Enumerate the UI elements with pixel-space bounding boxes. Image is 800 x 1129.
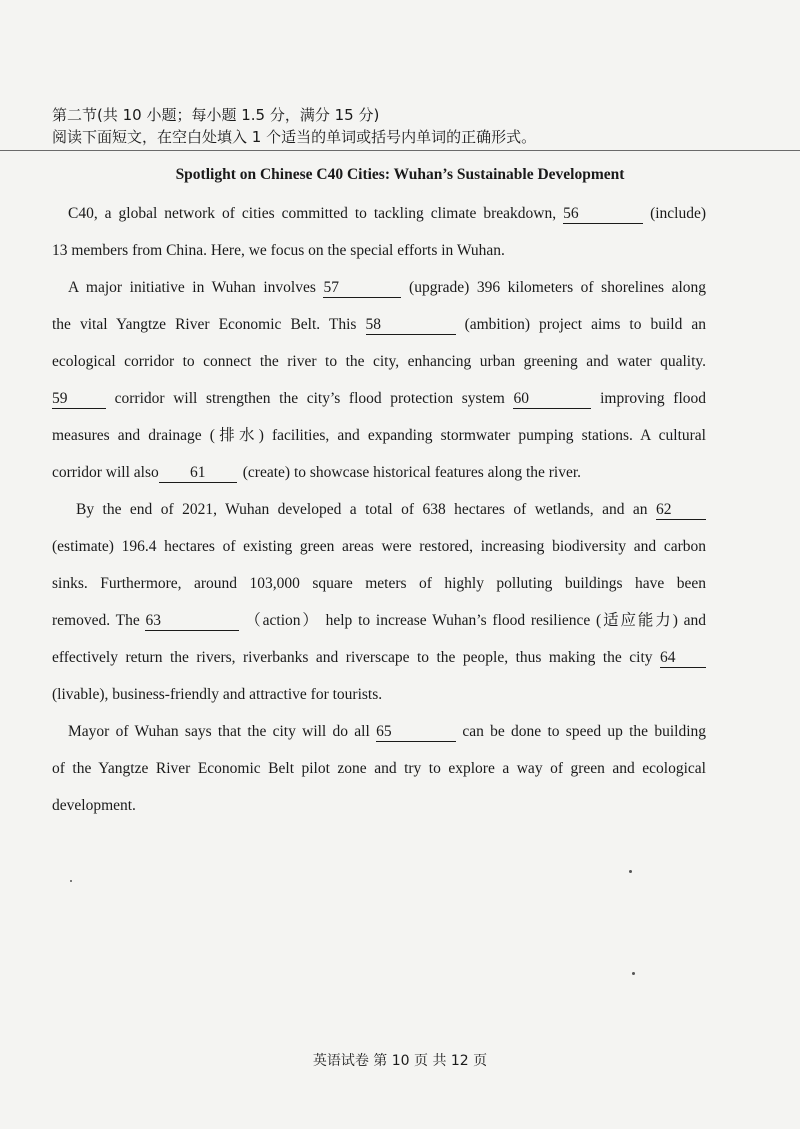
passage-title: Spotlight on Chinese C40 Cities: Wuhan’s Sustainable Development [175,166,625,183]
blank-number: 59 [52,390,68,407]
passage-line [52,350,706,374]
passage-line [52,572,706,596]
section-header [52,104,752,148]
passage-line [52,757,706,781]
blank-number: 63 [145,612,161,629]
blank-number: 64 [660,649,676,666]
line-text: (upgrade) 396 kilometers of shorelines along [409,279,707,296]
passage-line [52,794,706,818]
line-text: development. [52,797,136,814]
blank-59[interactable] [52,389,106,409]
scan-speck [70,880,72,882]
line-text: (include) [650,205,707,222]
passage-line [52,535,706,559]
passage-line [52,683,706,707]
line-text: (livable), business-friendly and attractive for tourists. [52,686,383,703]
blank-63[interactable] [145,611,239,631]
blank-64[interactable] [660,648,706,668]
blank-number: 58 [365,316,382,333]
passage-line [52,424,706,448]
scan-speck [629,870,632,873]
blank-65[interactable] [376,722,456,742]
line-text: corridor will strengthen the city’s flood protection system [114,390,505,407]
line-text: measures and drainage (排水) facilities, and expanding stormwater pumping stations. A cultural [52,427,706,444]
line-text: Mayor of Wuhan says that the city will do all [68,723,370,740]
line-text: 13 members from China. Here, we focus on the special efforts in Wuhan. [52,242,505,259]
line-text: (estimate) 196.4 hectares of existing green areas were restored, increasing biodiversity and carbon [52,538,706,555]
blank-number: 61 [190,464,206,481]
scan-speck [632,972,635,975]
blank-57[interactable] [323,278,401,298]
blank-number: 62 [656,501,672,518]
passage-line [52,498,706,522]
passage-line [52,313,706,337]
page-footer: 英语试卷 第 10 页 共 12 页 [312,1053,488,1069]
section-title: 第二节(共 10 小题；每小题 1.5 分，满分 15 分) [52,106,380,124]
passage-line [52,387,706,411]
blank-number: 60 [513,390,529,407]
blank-number: 65 [376,723,392,740]
line-text: of the Yangtze River Economic Belt pilot zone and try to explore a way of green and ecological [52,760,706,777]
line-text: (ambition) project aims to build an [464,316,707,333]
line-text: can be done to speed up the building [462,723,707,740]
line-text: corridor will also [52,464,159,481]
line-text: effectively return the rivers, riverbanks and riverscape to the people, thus making the city [52,649,653,666]
header-divider [0,150,800,151]
blank-60[interactable] [513,389,591,409]
passage-line [52,202,706,226]
passage-line [52,609,706,633]
line-text: C40, a global network of cities committed to tackling climate breakdown, [68,205,557,222]
blank-61[interactable] [159,463,237,483]
line-text: improving flood [600,390,707,407]
blank-number: 56 [563,205,579,222]
blank-58[interactable] [366,315,456,335]
line-text: sinks. Furthermore, around 103,000 square meters of highly polluting buildings have been [52,575,706,592]
line-text: By the end of 2021, Wuhan developed a total of 638 hectares of wetlands, and an [76,501,648,518]
blank-62[interactable] [656,500,706,520]
blank-56[interactable] [563,204,643,224]
section-instructions: 阅读下面短文，在空白处填入 1 个适当的单词或括号内单词的正确形式。 [52,128,537,146]
line-text: （action） help to increase Wuhan’s flood resilience (适应能力) and [245,612,707,629]
passage-line [52,276,706,300]
blank-number: 57 [323,279,339,296]
line-text: ecological corridor to connect the river to the city, enhancing urban greening and water quality. [52,353,706,370]
line-text: removed. The [52,612,140,629]
line-text: A major initiative in Wuhan involves [68,279,316,296]
passage-line [52,646,706,670]
passage-line [52,239,706,263]
line-text: the vital Yangtze River Economic Belt. This [52,316,357,333]
line-text: (create) to showcase historical features along the river. [242,464,582,481]
passage-line [52,720,706,744]
passage-line [52,461,706,485]
